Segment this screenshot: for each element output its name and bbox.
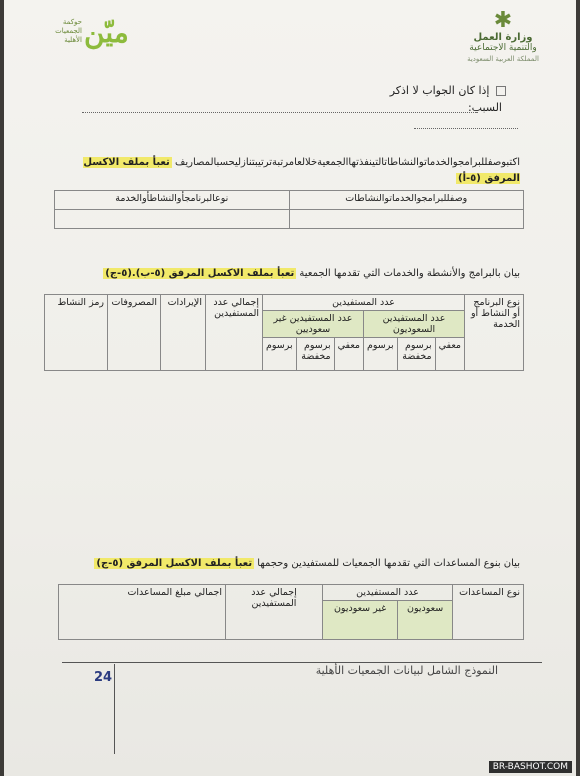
- col-description: وصفللبرامجوالخدماتوالنشاطات: [289, 191, 524, 210]
- col-total-beneficiaries: إجمالي عدد المستفيدين: [226, 585, 323, 640]
- ministry-name: وزارة العمل: [473, 32, 533, 43]
- assistance-table: [58, 584, 524, 640]
- section1-highlight: تعبأ بملف الاكسل المرفق (٥-أ): [83, 157, 520, 184]
- section3-highlight: تعبأ بملف الاكسل المرفق (٥-ج): [96, 558, 253, 569]
- programs-description-table: [54, 190, 524, 229]
- governance-text: حوكمة الجمعيات الأهلية: [55, 18, 82, 44]
- col-beneficiaries: عدد المستفيدين: [263, 295, 465, 311]
- footer-title: النموذج الشامل لبيانات الجمعيات الأهلية: [315, 664, 498, 677]
- table-cell[interactable]: [55, 210, 290, 229]
- col-assistance-type: نوع المساعدات: [453, 585, 524, 640]
- governance-logo: [40, 14, 140, 54]
- col-total-beneficiaries: إجمالي عدد المستفيدين: [206, 295, 263, 371]
- reason-label: السبب:: [467, 101, 502, 114]
- ministry-subname: والتنمية الاجتماعية: [469, 43, 537, 53]
- watermark: BR-BASHOT.COM: [489, 761, 572, 773]
- reason-dotted-line-2[interactable]: [414, 128, 518, 129]
- checkbox-icon[interactable]: [496, 86, 506, 96]
- col-type: نوعالبرنامجأوالنشاطأوالخدمة: [55, 191, 290, 210]
- col-non-saudi: غير سعوديون: [323, 601, 398, 640]
- palm-icon: ✱: [493, 8, 513, 33]
- ministry-country: المملكة العربية السعودية: [467, 55, 539, 63]
- page-number: 24: [94, 670, 113, 685]
- col-saudi: عدد المستفيدين السعوديون: [364, 311, 465, 338]
- section2-text: بيان بالبرامج والأنشطة والخدمات التي تقدمها الجمعية تعبأ بملف الاكسل المرفق (٥-ب).(٥-ج): [105, 268, 520, 279]
- programs-beneficiaries-table: [44, 294, 524, 371]
- document-page: [4, 0, 576, 776]
- sub-reduced-fee: برسوم مخفضة: [397, 338, 435, 371]
- col-assistance-amount: اجمالي مبلغ المساعدات: [59, 585, 226, 640]
- answer-line: إذا كان الجواب لا اذكر: [390, 84, 506, 97]
- section1-text: اكتبوصفللبرامجوالخدماتوالنشاطاتالتينفذتهاالجمعيةخلالعامرتبةترتيبتنازليحسبالمصاريف تعبأ بملف الاكسل المرفق (٥-أ): [83, 157, 520, 184]
- table-cell[interactable]: [289, 210, 524, 229]
- col-saudi: سعوديون: [398, 601, 453, 640]
- footer-divider: [62, 662, 542, 663]
- ministry-logo: [458, 10, 548, 65]
- section3-text: بيان بنوع المساعدات التي تقدمها الجمعيات للمستفيدين وحجمها تعبأ بملف الاكسل المرفق (٥-ج): [96, 558, 520, 569]
- sub-exempt: معفي: [435, 338, 464, 371]
- sub-fee: برسوم: [364, 338, 398, 371]
- col-beneficiaries: عدد المستفيدين: [323, 585, 453, 601]
- col-activity-code: رمز النشاط: [45, 295, 108, 371]
- reason-dotted-line[interactable]: [82, 112, 478, 113]
- sub-reduced-fee: برسوم مخفضة: [296, 338, 334, 371]
- section2-highlight: تعبأ بملف الاكسل المرفق (٥-ب).(٥-ج): [105, 268, 295, 279]
- col-program-type: نوع البرنامج أو النشاط أو الخدمة: [465, 295, 524, 371]
- col-expenses: المصروفات: [108, 295, 161, 371]
- brand-wordmark: ميّن: [84, 16, 129, 49]
- sub-fee: برسوم: [263, 338, 297, 371]
- col-revenue: الإيرادات: [161, 295, 206, 371]
- col-non-saudi: عدد المستفيدين غير سعوديين: [263, 311, 364, 338]
- sub-exempt: معفي: [334, 338, 363, 371]
